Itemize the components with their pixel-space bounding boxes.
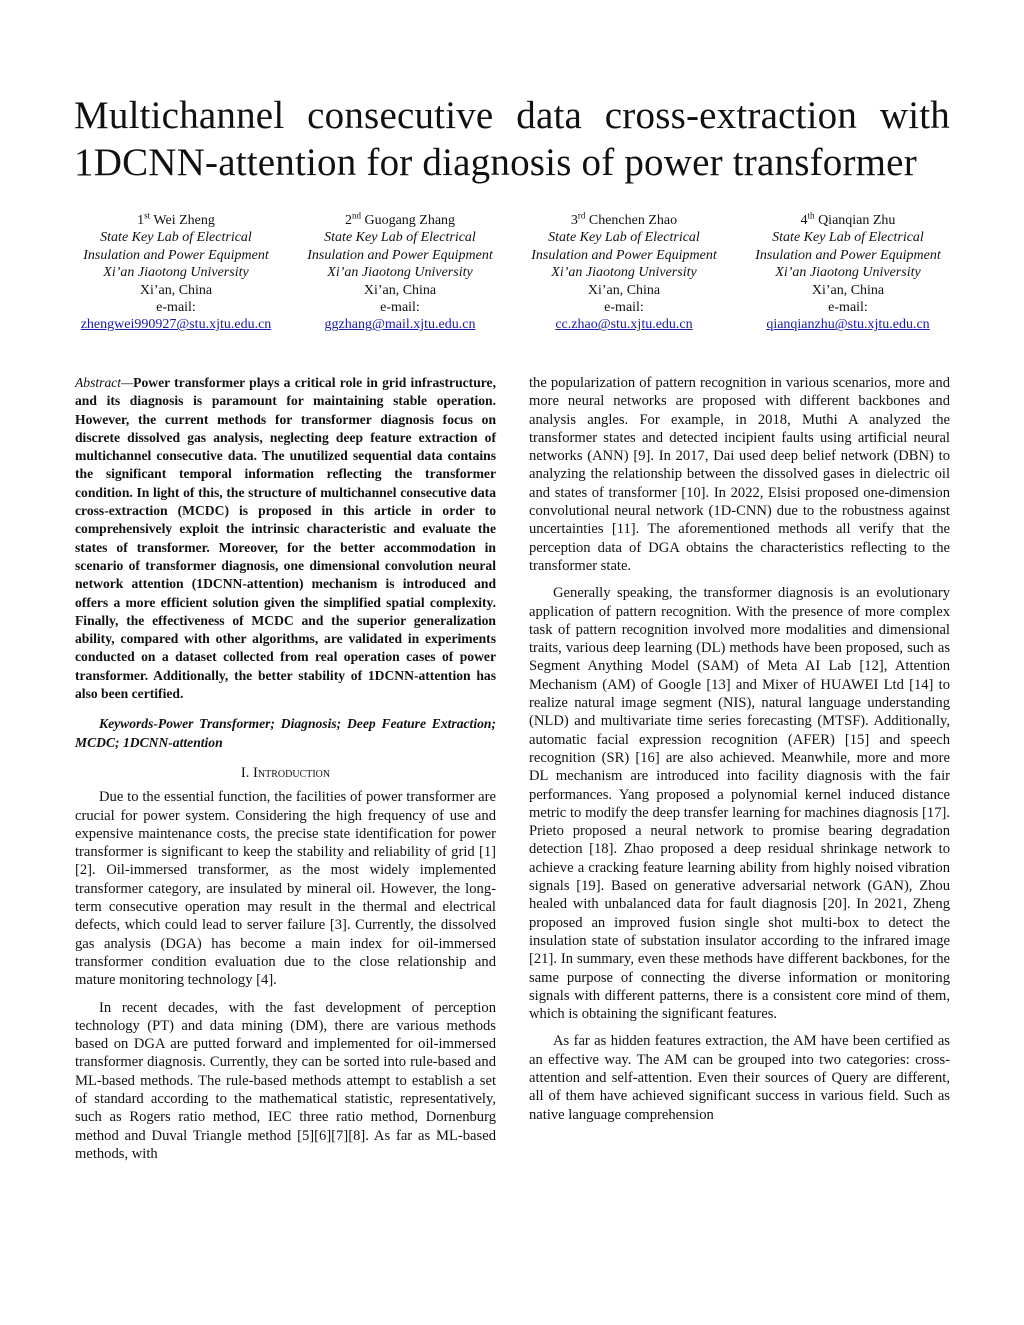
abstract <box>75 374 496 703</box>
author-ordinal-suffix: st <box>144 210 151 221</box>
author-email-link[interactable]: qianqianzhu@stu.xjtu.edu.cn <box>766 317 930 333</box>
author-dept-line2: Insulation and Power Equipment <box>307 247 493 263</box>
paper-title: Multichannel consecutive data cross-extraction with 1DCNN-attention for diagnosis of power transformer <box>74 94 950 184</box>
author-ordinal: 3 <box>570 213 578 228</box>
author-1 <box>64 212 288 334</box>
section-heading-introduction <box>75 764 496 782</box>
section-title: Introduction <box>253 764 331 781</box>
author-ordinal: 1 <box>137 213 145 228</box>
author-ordinal-suffix: th <box>807 210 815 221</box>
author-location: Xi’an, China <box>811 282 885 298</box>
author-ordinal-suffix: nd <box>351 210 361 221</box>
author-dept: State Key Lab of Electrical <box>100 230 252 246</box>
author-email-link[interactable]: zhengwei990927@stu.xjtu.edu.cn <box>80 317 272 333</box>
author-ordinal-suffix: rd <box>577 210 586 221</box>
author-email-label: e-mail: <box>828 300 868 316</box>
author-ordinal: 2 <box>344 213 352 228</box>
keywords: Keywords-Power Transformer; Diagnosis; Deep Feature Extraction; MCDC; 1DCNN-attention <box>75 716 496 750</box>
author-dept: State Key Lab of Electrical <box>548 230 700 246</box>
author-university: Xi’an Jiaotong University <box>775 265 921 281</box>
author-name: Chenchen Zhao <box>588 213 678 228</box>
author-dept-line2: Insulation and Power Equipment <box>531 247 717 263</box>
author-university: Xi’an Jiaotong University <box>327 265 473 281</box>
author-university: Xi’an Jiaotong University <box>551 265 697 281</box>
author-email-link[interactable]: cc.zhao@stu.xjtu.edu.cn <box>555 317 693 333</box>
author-email-label: e-mail: <box>604 300 644 316</box>
author-email-label: e-mail: <box>380 300 420 316</box>
author-name: Guogang Zhang <box>364 213 456 228</box>
left-column <box>75 374 496 1172</box>
paragraph: Due to the essential function, the facilities of power transformer are crucial for power system. Considering the high frequency of use and expensive maintenance costs, the precise state identification for power transformer is significant to keep the stability and reliability of grid [1][2]. Oil-immersed transformer, as the most widely implemented transformer category, are insulated by mineral oil. However, the long-term consecutive operation may result in the thermal and electrical defects, which could lead to server failure [3]. Currently, the dissolved gas analysis (DGA) has become a main index for oil-immersed transformer condition evaluation due to the close relationship and mature monitoring technology [4]. <box>75 789 496 989</box>
right-column <box>529 374 950 1133</box>
author-3 <box>512 212 736 334</box>
author-4 <box>736 212 960 334</box>
author-dept-line2: Insulation and Power Equipment <box>83 247 269 263</box>
paragraph-continued: the popularization of pattern recognition in various scenarios, more and more neural networks are proposed with different backbones and analysis angles. For example, in 2018, Muthi A analyzed the transformer states and detected incipient faults using artificial neural networks (ANN) [9]. In 2017, Dai used deep belief network (DBN) to analyzing the relationship between the dissolved gases in dielectric oil and states of transformer [10]. In 2022, Elsisi proposed one-dimension convolutional neural network (1D-CNN) due to the robustness against uncertainties [11]. The aforementioned methods all verify that the perception data of DGA obtains the characteristics reflecting to the transformer state. <box>529 375 950 574</box>
author-email-label: e-mail: <box>156 300 196 316</box>
author-name: Wei Zheng <box>153 213 215 228</box>
paragraph: Generally speaking, the transformer diagnosis is an evolutionary application of pattern recognition. With the presence of more complex task of pattern recognition involved more modalities and dimensional traits, various deep learning (DL) methods have been proposed, such as Segment Anything Model (SAM) of Meta AI Lab [12], Attention Mechanism (AM) of Google [13] and Mixer of HUAWEI Ltd [14] to realize natural image segment (NIS), natural language understanding (NLD) and multivariate time series forecasting (MTSF). Additionally, automatic facial expression recognition (AFER) [15] and speech recognition (SR) [16] are also achieved. Meanwhile, more and more DL mechanism are introduced into facility diagnosis with the fair performances. Yang proposed a polynomial kernel induced distance metric to modify the deep transfer learning for machines diagnosis [17]. Prieto proposed a neural network to promise bearing degradation detection [18]. Zhao proposed a deep residual shrinkage network to achieve a cracking feature learning ability from highly noised vibration signals [19]. Based on generative adversarial network (GAN), Zhou healed with unbalanced data for fault diagnosis [20]. In 2021, Zheng proposed an improved fusion single shot multi-box to detect the insulation state of substation insulator according to the infrared image [21]. In summary, even these methods have different backbones, for the same purpose of connecting the diverse information or monitoring signals with different patterns, there is a consistent core mind of them, which is obtaining the significant features. <box>529 585 950 1023</box>
author-email-link[interactable]: ggzhang@mail.xjtu.edu.cn <box>324 317 476 333</box>
author-name: Qianqian Zhu <box>818 213 896 228</box>
author-dept-line2: Insulation and Power Equipment <box>755 247 941 263</box>
abstract-label: Abstract— <box>75 375 134 390</box>
author-location: Xi’an, China <box>587 282 661 298</box>
paragraph: In recent decades, with the fast development of perception technology (PT) and data mining (DM), there are various methods based on DGA are putted forward and implemented for oil-immersed transformer diagnosis. Currently, they can be sorted into rule-based and ML-based methods. The rule-based methods attempt to establish a set of standard according to the mathematical statistic, representatively, such as Rogers ratio method, IEC three ratio method, Dornenburg method and Duval Triangle method [5][6][7][8]. As far as ML-based methods, with <box>75 999 496 1162</box>
author-block <box>64 212 960 334</box>
paragraph: As far as hidden features extraction, the AM have been certified as an effective way. The AM can be grouped into two categories: cross-attention and self-attention. Even their sources of Query are different, all of them have achieved significant success in various field. Such as native language comprehension <box>529 1033 950 1123</box>
author-location: Xi’an, China <box>363 282 437 298</box>
author-dept: State Key Lab of Electrical <box>324 230 476 246</box>
section-number: I. <box>240 764 250 781</box>
author-university: Xi’an Jiaotong University <box>103 265 249 281</box>
author-ordinal: 4 <box>800 213 808 228</box>
abstract-text: Power transformer plays a critical role in grid infrastructure, and its diagnosis is paramount for maintaining stable operation. However, the current methods for transformer diagnosis focus on discrete dissolved gas analysis, neglecting deep feature extraction of multichannel consecutive data. The unutilized sequential data contains the significant temporal information reflecting the transformer condition. In light of this, the structure of multichannel consecutive data cross-extraction (MCDC) is proposed in this article in order to comprehensively exploit the intrinsic characteristic and evaluate the states of transformer. Moreover, for the better accommodation in scenario of transformer diagnosis, one dimensional convolution neural network attention (1DCNN-attention) mechanism is introduced and offers a more efficient solution given the simplified spatial complexity. Finally, the effectiveness of MCDC and the superior generalization ability, compared with other algorithms, are validated in experiments conducted on a dataset collected from real operation cases of power transformer. Additionally, the better stability of 1DCNN-attention has also been certified. <box>75 375 496 702</box>
author-location: Xi’an, China <box>139 282 213 298</box>
author-dept: State Key Lab of Electrical <box>772 230 924 246</box>
author-2 <box>288 212 512 334</box>
